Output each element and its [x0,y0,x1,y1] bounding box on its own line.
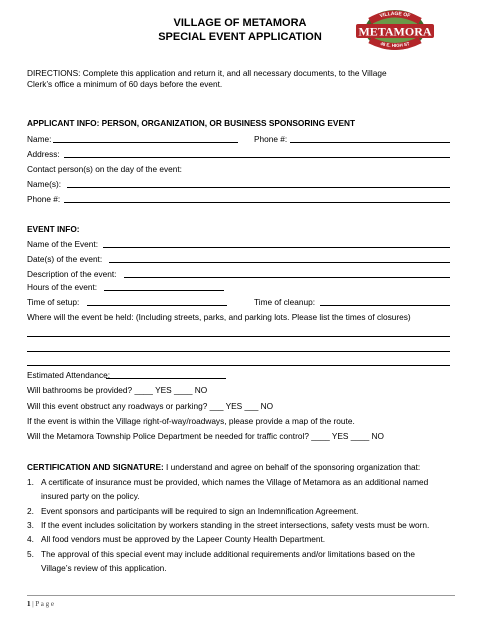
cert-item-text: If the event includes solicitation by workers standing in the street intersections, safety vests must be worn. [41,520,430,530]
bathrooms-question: Will bathrooms be provided? ____ YES ____ NO [27,385,208,395]
applicant-phone-label: Phone #: [254,134,288,144]
event-description-label: Description of the event: [27,269,117,279]
certification-intro-text: I understand and agree on behalf of the sponsoring organization that: [163,462,421,472]
setup-time-field[interactable] [87,305,227,306]
applicant-name-field[interactable] [53,142,238,143]
event-dates-field[interactable] [109,262,450,263]
village-logo [354,7,436,53]
event-location-field-3[interactable] [27,365,450,366]
cert-item-num: 4. [27,534,34,544]
attendance-label: Estimated Attendance: [27,370,111,380]
page-footer [27,600,54,608]
logo-bottom-text: 48 E. HIGH ST [379,41,411,49]
event-description-field[interactable] [124,277,450,278]
attendance-field[interactable] [106,378,226,379]
directions-line2: Clerk’s office a minimum of 60 days before the event. [27,79,223,89]
cert-item-num: 2. [27,506,34,516]
page-word: | P a g e [30,600,54,608]
event-dates-label: Date(s) of the event: [27,254,103,264]
event-hours-field[interactable] [104,290,224,291]
logo-top-text: VILLAGE OF [379,10,411,20]
contact-person-label: Contact person(s) on the day of the event: [27,164,182,174]
contact-names-field[interactable] [67,187,450,188]
contact-names-label: Name(s): [27,179,62,189]
cert-item-text: Event sponsors and participants will be required to sign an Indemnification Agreement. [41,506,359,516]
cert-item-text: A certificate of insurance must be provided, which names the Village of Metamora as an additional named [41,477,429,487]
event-location-field-1[interactable] [27,336,450,337]
cert-item-num: 5. [27,549,34,559]
logo-main-text: METAMORA [358,24,432,39]
applicant-phone-field[interactable] [290,142,450,143]
cert-item-text: All food vendors must be approved by the Lapeer County Health Department. [41,534,326,544]
certification-intro [27,462,420,472]
event-name-field[interactable] [103,247,450,248]
police-question: Will the Metamora Township Police Department be needed for traffic control? ____ YES ____ NO [27,431,384,441]
applicant-address-field[interactable] [64,157,450,158]
event-name-label: Name of the Event: [27,239,99,249]
page-number: 1 [27,600,31,608]
cert-item-num: 1. [27,477,34,487]
contact-phone-label: Phone #: [27,194,61,204]
cert-item-text-cont: insured party on the policy. [41,491,140,501]
directions-line1: DIRECTIONS: Complete this application and return it, and all necessary documents, to the Village [27,68,387,78]
footer-divider [27,595,455,596]
event-location-field-2[interactable] [27,351,450,352]
cert-item-text: The approval of this special event may include additional requirements and/or limitations based on the [41,549,416,559]
right-of-way-note: If the event is within the Village right-of-way/roadways, please provide a map of the route. [27,416,355,426]
applicant-name-label: Name: [27,134,52,144]
applicant-heading: APPLICANT INFO: PERSON, ORGANIZATION, OR BUSINESS SPONSORING EVENT [27,118,356,128]
contact-phone-field[interactable] [64,202,450,203]
event-heading: EVENT INFO: [27,224,80,234]
page-title-line2: SPECIAL EVENT APPLICATION [158,31,322,43]
cert-item-num: 3. [27,520,34,530]
cleanup-time-field[interactable] [320,305,450,306]
event-hours-label: Hours of the event: [27,282,98,292]
certification-heading: CERTIFICATION AND SIGNATURE: [27,462,164,472]
cleanup-time-label: Time of cleanup: [254,297,316,307]
page-title-line1: VILLAGE OF METAMORA [173,17,307,29]
cert-item-text-cont: Village’s review of this application. [41,563,167,573]
obstruct-question: Will this event obstruct any roadways or parking? ___ YES ___ NO [27,401,274,411]
applicant-address-label: Address: [27,149,60,159]
event-location-label: Where will the event be held: (Including streets, parks, and parking lots. Please list the times of closures) [27,312,411,322]
setup-time-label: Time of setup: [27,297,80,307]
